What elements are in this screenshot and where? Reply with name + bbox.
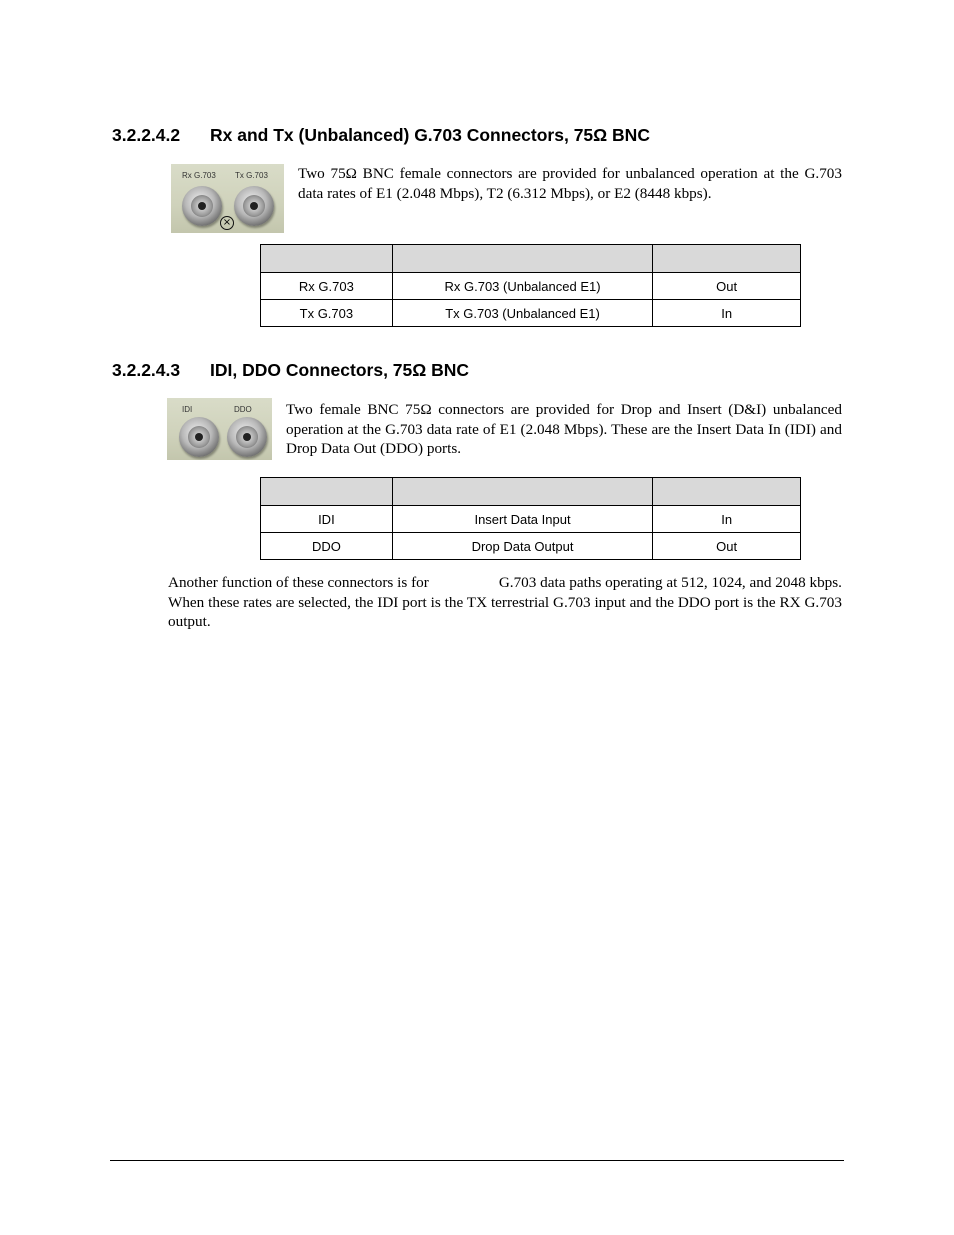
table-cell: Out [653, 273, 801, 300]
idi-ddo-connector-table [260, 477, 801, 560]
idi-ddo-description: Two female BNC 75Ω connectors are provided for Drop and Insert (D&I) unbalanced operation at the G.703 data rate of E1 (2.048 Mbps). These are the Insert Data In (IDI) and Drop Data Out (DDO) ports. [286, 401, 842, 458]
bnc-connector-icon [227, 417, 267, 457]
photo-label-rx: Rx G.703 [182, 171, 216, 180]
table-cell: Tx G.703 [261, 300, 393, 327]
ground-symbol-icon: × [220, 216, 234, 230]
photo-label-ddo: DDO [234, 405, 252, 414]
table-cell: Insert Data Input [392, 506, 653, 533]
section-number: 3.2.2.4.3 [112, 360, 181, 380]
table-cell: Tx G.703 (Unbalanced E1) [392, 300, 653, 327]
bnc-connector-icon [182, 186, 222, 226]
table-row [261, 506, 801, 533]
table-header-cell [653, 245, 801, 273]
rx-tx-connector-photo [171, 164, 284, 233]
table-cell: Out [653, 533, 801, 560]
table-header-cell [261, 478, 393, 506]
table-header-row [261, 245, 801, 273]
table-row [261, 533, 801, 560]
footer-rule [110, 1160, 844, 1161]
table-row [261, 273, 801, 300]
rx-tx-description: Two 75Ω BNC female connectors are provided for unbalanced operation at the G.703 data rates of E1 (2.048 Mbps), T2 (6.312 Mbps), or E2 (8448 kbps). [298, 165, 842, 202]
photo-label-idi: IDI [182, 405, 193, 414]
table-header-cell [392, 478, 653, 506]
closing-paragraph-end: G.703 data paths operating at 512, 1024, and 2048 kbps. When these rates are selected, the IDI port is the TX terrestrial G.703 input and the DDO port is the RX G.703 output. [168, 574, 842, 631]
table-cell: Rx G.703 (Unbalanced E1) [392, 273, 653, 300]
table-cell: Rx G.703 [261, 273, 393, 300]
table-header-cell [261, 245, 393, 273]
table-cell: DDO [261, 533, 393, 560]
closing-paragraph [168, 573, 842, 632]
closing-paragraph-start: Another function of these connectors is for [168, 574, 429, 591]
table-cell: In [653, 300, 801, 327]
bnc-connector-icon [234, 186, 274, 226]
idi-ddo-connector-photo [167, 398, 272, 460]
table-header-cell [392, 245, 653, 273]
photo-label-tx: Tx G.703 [235, 171, 268, 180]
table-header-row [261, 478, 801, 506]
section-number: 3.2.2.4.2 [112, 125, 181, 145]
section-heading-rx-tx [112, 125, 650, 145]
table-cell: In [653, 506, 801, 533]
bnc-connector-icon [179, 417, 219, 457]
section-title: Rx and Tx (Unbalanced) G.703 Connectors, 75Ω BNC [210, 125, 650, 145]
section-heading-idi-ddo [112, 360, 469, 380]
table-cell: Drop Data Output [392, 533, 653, 560]
table-header-cell [653, 478, 801, 506]
table-cell: IDI [261, 506, 393, 533]
rx-tx-connector-table [260, 244, 801, 327]
section-title: IDI, DDO Connectors, 75Ω BNC [210, 360, 470, 380]
table-row [261, 300, 801, 327]
